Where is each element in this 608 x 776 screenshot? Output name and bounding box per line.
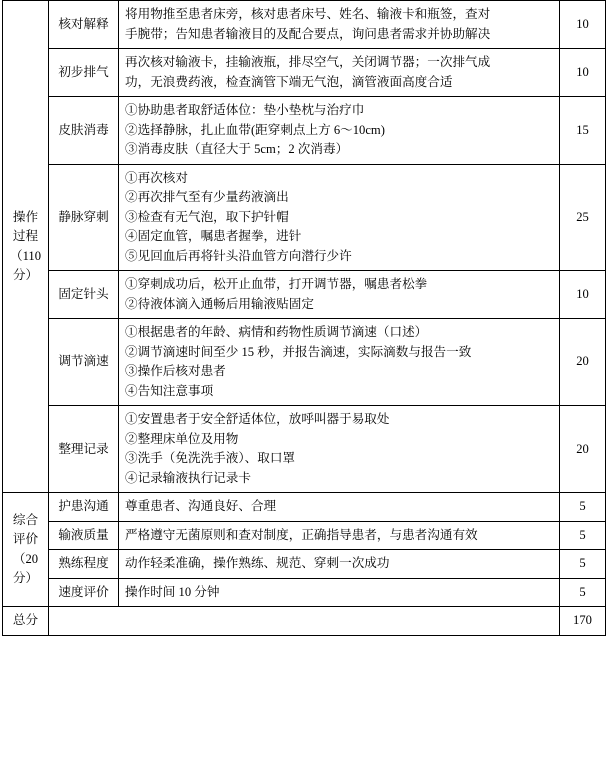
score-cell: 20 <box>560 406 606 493</box>
table-row <box>3 319 606 406</box>
detail-line: ②调节滴速时间至少 15 秒，并报告滴速，实际滴数与报告一致 <box>125 344 472 359</box>
item-cell: 调节滴速 <box>49 319 119 406</box>
table-row <box>3 97 606 165</box>
detail-cell <box>119 319 560 406</box>
category-line: （110 <box>9 248 42 263</box>
detail-line: ①根据患者的年龄、病情和药物性质调节滴速（口述） <box>125 325 428 340</box>
item-cell: 输液质量 <box>49 521 119 550</box>
detail-line: ②再次排气至有少量药液滴出 <box>125 190 289 205</box>
detail-cell <box>119 578 560 607</box>
total-score: 170 <box>560 607 606 636</box>
category-cell-operation <box>3 1 49 493</box>
category-line: （20 <box>12 551 39 566</box>
detail-line: ①安置患者于安全舒适体位，放呼叫器于易取处 <box>125 412 390 427</box>
table-row <box>3 406 606 493</box>
detail-cell <box>119 550 560 579</box>
table-row <box>3 578 606 607</box>
item-cell: 皮肤消毒 <box>49 97 119 165</box>
score-cell: 10 <box>560 271 606 319</box>
table-row <box>3 1 606 49</box>
score-cell: 25 <box>560 164 606 271</box>
item-cell: 护患沟通 <box>49 493 119 522</box>
item-cell: 静脉穿刺 <box>49 164 119 271</box>
category-cell-evaluation <box>3 493 49 607</box>
table-row <box>3 493 606 522</box>
detail-line: ④固定血管，嘱患者握拳，进针 <box>125 229 302 244</box>
detail-line: 功，无浪费药液，检查滴管下端无气泡，滴管液面高度合适 <box>125 74 453 89</box>
table-row <box>3 164 606 271</box>
scoring-table <box>2 0 606 636</box>
detail-line: ⑤见回血后再将针头沿血管方向潜行少许 <box>125 248 352 263</box>
detail-line: ③检查有无气泡，取下护针帽 <box>125 209 289 224</box>
item-cell: 熟练程度 <box>49 550 119 579</box>
detail-line: ①协助患者取舒适体位：垫小垫枕与治疗巾 <box>125 103 365 118</box>
detail-line: ②待液体滴入通畅后用输液贴固定 <box>125 296 314 311</box>
detail-line: 严格遵守无菌原则和查对制度，正确指导患者，与患者沟通有效 <box>125 527 478 542</box>
detail-cell <box>119 493 560 522</box>
item-cell: 速度评价 <box>49 578 119 607</box>
detail-line: ④告知注意事项 <box>125 383 214 398</box>
score-cell: 15 <box>560 97 606 165</box>
detail-line: 手腕带；告知患者输液目的及配合要点，询问患者需求并协助解决 <box>125 26 491 41</box>
detail-line: ③操作后核对患者 <box>125 364 226 379</box>
detail-line: 再次核对输液卡，挂输液瓶，排尽空气，关闭调节器；一次排气成 <box>125 55 491 70</box>
detail-cell <box>119 164 560 271</box>
item-cell: 固定针头 <box>49 271 119 319</box>
score-cell: 10 <box>560 49 606 97</box>
item-cell: 核对解释 <box>49 1 119 49</box>
detail-line: ①穿刺成功后，松开止血带，打开调节器，嘱患者松拳 <box>125 277 428 292</box>
category-line: 综合 <box>12 512 39 527</box>
detail-line: 动作轻柔准确，操作熟练、规范、穿刺一次成功 <box>125 556 390 571</box>
score-cell: 10 <box>560 1 606 49</box>
category-line: 分） <box>12 571 39 586</box>
detail-line: ②整理床单位及用物 <box>125 431 239 446</box>
category-line: 操作 <box>12 209 39 224</box>
total-label: 总分 <box>3 607 49 636</box>
table-row <box>3 521 606 550</box>
detail-cell <box>119 521 560 550</box>
score-cell: 5 <box>560 578 606 607</box>
category-line: 分） <box>12 268 39 283</box>
total-row <box>3 607 606 636</box>
category-line: 过程 <box>12 229 39 244</box>
detail-line: ③消毒皮肤（直径大于 5cm；2 次消毒） <box>125 142 349 157</box>
table-row <box>3 49 606 97</box>
detail-line: ①再次核对 <box>125 170 188 185</box>
detail-cell <box>119 49 560 97</box>
detail-cell <box>119 1 560 49</box>
detail-line: ④记录输液执行记录卡 <box>125 470 251 485</box>
detail-line: 尊重患者、沟通良好、合理 <box>125 499 277 514</box>
table-row <box>3 271 606 319</box>
detail-cell <box>119 271 560 319</box>
category-line: 评价 <box>12 532 39 547</box>
detail-cell <box>119 97 560 165</box>
score-cell: 5 <box>560 550 606 579</box>
detail-line: 操作时间 10 分钟 <box>125 584 220 599</box>
score-cell: 5 <box>560 521 606 550</box>
score-cell: 5 <box>560 493 606 522</box>
table-body <box>3 1 606 636</box>
item-cell: 初步排气 <box>49 49 119 97</box>
score-cell: 20 <box>560 319 606 406</box>
detail-line: ②选择静脉，扎止血带(距穿刺点上方 6～10cm) <box>125 122 385 137</box>
table-row <box>3 550 606 579</box>
detail-line: ③洗手（免洗洗手液）、取口罩 <box>125 451 296 466</box>
item-cell: 整理记录 <box>49 406 119 493</box>
detail-cell <box>119 406 560 493</box>
detail-line: 将用物推至患者床旁，核对患者床号、姓名、输液卡和瓶签，查对 <box>125 7 491 21</box>
total-blank-cell <box>49 607 560 636</box>
